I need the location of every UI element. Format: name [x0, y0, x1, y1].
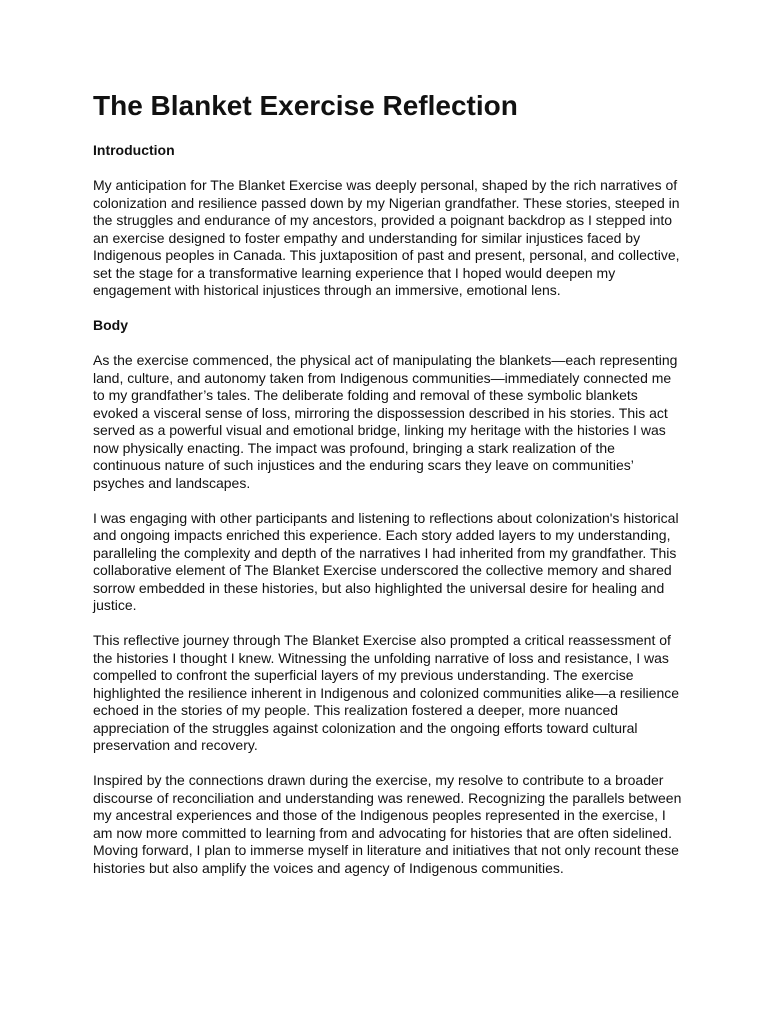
body-paragraph-4: Inspired by the connections drawn during the exercise, my resolve to contribute to a broader discourse of reconciliation and understanding was renewed. Recognizing the parallels between my ancestral experiences and those of the Indigenous peoples represented in the exercise, I am now more committed to learning from and advocating for histories that are often sidelined. Moving forward, I plan to immerse myself in literature and initiatives that not only recount these histories but also amplify the voices and agency of Indigenous communities.	[93, 772, 682, 876]
body-paragraph-1: As the exercise commenced, the physical act of manipulating the blankets—each representing land, culture, and autonomy taken from Indigenous communities—immediately connected me to my grandfather’s tales. The deliberate folding and removal of these symbolic blankets evoked a visceral sense of loss, mirroring the dispossession described in his stories. This act served as a powerful visual and emotional bridge, linking my heritage with the histories I was now physically enacting. The impact was profound, bringing a stark realization of the continuous nature of such injustices and the enduring scars they leave on communities’ psyches and landscapes.	[93, 352, 678, 491]
introduction-paragraph: My anticipation for The Blanket Exercise was deeply personal, shaped by the rich narratives of colonization and resilience passed down by my Nigerian grandfather. These stories, steeped in the struggles and endurance of my ancestors, provided a poignant backdrop as I stepped into an exercise designed to foster empathy and understanding for similar injustices faced by Indigenous peoples in Canada. This juxtaposition of past and present, personal, and collective, set the stage for a transformative learning experience that I hoped would deepen my engagement with historical injustices through an immersive, emotional lens.	[93, 177, 680, 298]
document-title: The Blanket Exercise Reflection	[93, 90, 518, 121]
body-paragraph-2: I was engaging with other participants and listening to reflections about colonization's historical and ongoing impacts enriched this experience. Each story added layers to my understanding, paralleling the complexity and depth of the narratives I had inherited from my grandfather. This collaborative element of The Blanket Exercise underscored the collective memory and shared sorrow embedded in these histories, but also highlighted the universal desire for healing and justice.	[93, 509, 679, 613]
introduction-heading: Introduction	[93, 142, 175, 158]
body-heading: Body	[93, 317, 128, 333]
body-paragraph-3: This reflective journey through The Blanket Exercise also prompted a critical reassessment of the histories I thought I knew. Witnessing the unfolding narrative of loss and resistance, I was compelled to confront the superficial layers of my previous understanding. The exercise highlighted the resilience inherent in Indigenous and colonized communities alike—a resilience echoed in the stories of my people. This realization fostered a deeper, more nuanced appreciation of the struggles against colonization and the ongoing efforts toward cultural preservation and recovery.	[93, 632, 680, 753]
document-page	[93, 84, 685, 895]
